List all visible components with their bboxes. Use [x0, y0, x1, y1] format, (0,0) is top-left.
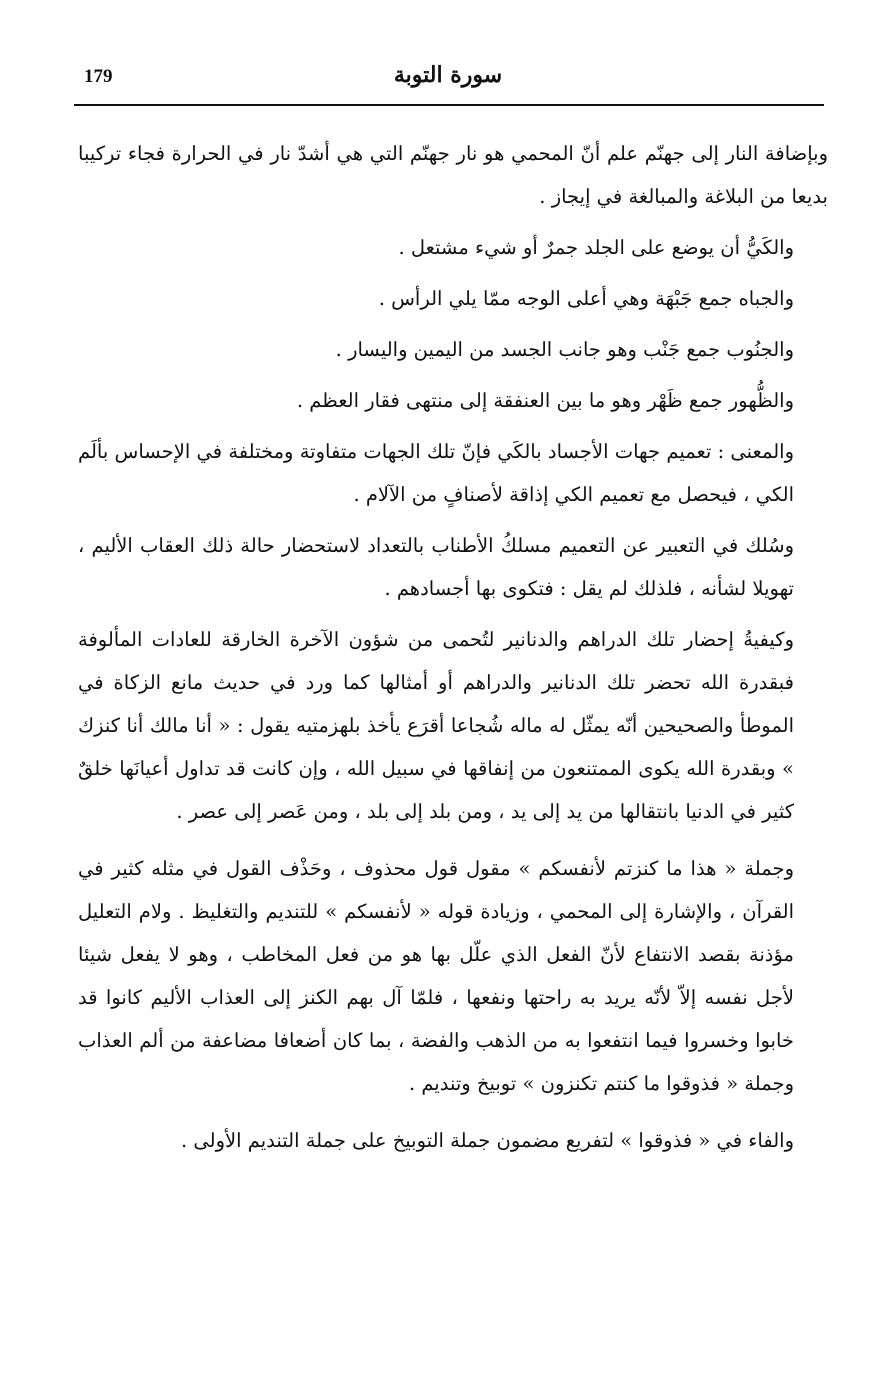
paragraph-6: والمعنى : تعميم جهات الأجساد بالكَي فإنّ تلك الجهات متفاوتة ومختلفة في الإحساس بألَم الكي ، فيحصل مع تعميم الكي إذاقة لأصنافٍ من الآلام . [78, 440, 794, 506]
page-number: 179 [84, 66, 113, 87]
page-header [72, 56, 824, 104]
paragraph-2: والكَيُّ أن يوضع على الجلد جمرٌ أو شيء مشتعل . [398, 236, 794, 259]
paragraph-9: وجملة « هذا ما كنزتم لأنفسكم » مقول قول محذوف ، وحَذْف القول في مثله كثير في القرآن ، والإشارة إلى المحمي ، وزيادة قوله « لأنفسكم » للتنديم والتغليظ . ولام التعليل مؤذنة بقصد الانتفاع لأنّ الفعل الذي علّل بها هو من فعل المخاطب ، وهو لا يفعل شيئا لأجل نفسه إلاّ لأنّه يريد به راحتها ونفعها ، فلمّا آل بهم الكنز إلى العذاب الأليم كانوا قد خابوا وخسروا فيما انتفعوا به من الذهب والفضة ، بما كان أضعافا مضاعفة من ألم العذاب وجملة « فذوقوا ما كنتم تكنزون » توبيخ وتنديم . [78, 857, 794, 1095]
paragraph-1: وبإضافة النار إلى جهنّم علم أنّ المحمي هو نار جهنّم التي هي أشدّ نار في الحرارة فجاء تركيبا بديعا من البلاغة والمبالغة في إيجاز . [78, 142, 828, 208]
paragraph-10: والفاء في « فذوقوا » لتفريع مضمون جملة التوبيخ على جملة التنديم الأولى . [181, 1129, 794, 1152]
page-body [78, 132, 828, 1162]
running-title: سورة التوبة [393, 62, 503, 88]
paragraph-5: والظُّهور جمع ظَهْر وهو ما بين العنفقة إلى منتهى فقار العظم . [296, 389, 794, 412]
header-rule [74, 104, 824, 106]
paragraph-3: والجباه جمع جَبْهَة وهي أعلى الوجه ممّا يلي الرأس . [378, 287, 794, 310]
paragraph-4: والجنُوب جمع جَنْب وهو جانب الجسد من اليمين واليسار . [335, 338, 794, 361]
paragraph-7: وسُلك في التعبير عن التعميم مسلكُ الأطناب بالتعداد لاستحضار حالة ذلك العقاب الأليم ، تهويلا لشأنه ، فلذلك لم يقل : فتكوى بها أجسادهم . [78, 534, 794, 600]
paragraph-8: وكيفيةُ إحضار تلك الدراهم والدنانير لتُحمى من شؤون الآخرة الخارقة للعادات المألوفة فبقدرة الله تحضر تلك الدنانير والدراهم أو أمثالها كما ورد في حديث مانع الزكاة في الموطأ والصحيحين أنّه يمثّل له ماله شُجاعا أقرَع يأخذ بلهزمتيه يقول : « أنا مالك أنا كنزك » وبقدرة الله يكوى الممتنعون من إنفاقها في سبيل الله ، وإن كانت قد تداول أعيانَها خلقٌ كثير في الدنيا بانتقالها من يد إلى يد ، ومن بلد إلى بلد ، ومن عَصر إلى عصر . [78, 628, 794, 823]
